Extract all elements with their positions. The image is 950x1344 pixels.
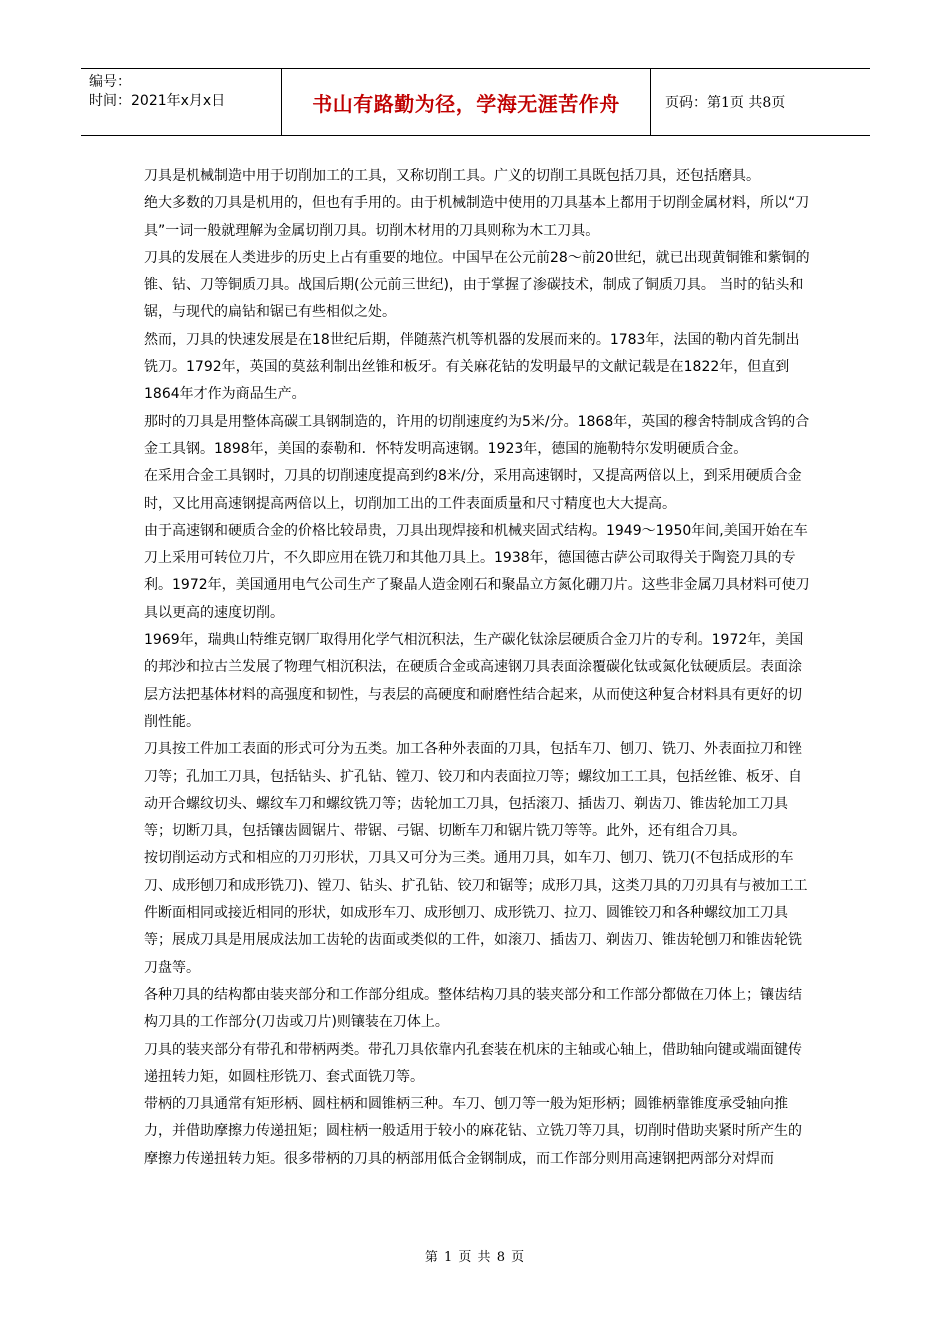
paragraph: 刀具按工件加工表面的形式可分为五类。加工各种外表面的刀具，包括车刀、刨刀、铣刀、外表面拉刀和锉刀等；孔加工刀具，包括钻头、扩孔钻、镗刀、铰刀和内表面拉刀等；螺纹加工工具，包括丝锥、板牙、自动开合螺纹切头、螺纹车刀和螺纹铣刀等；齿轮加工刀具，包括滚刀、插齿刀、剃齿刀、锥齿轮加工刀具等；切断刀具，包括镶齿圆锯片、带锯、弓锯、切断车刀和锯片铣刀等等。此外，还有组合刀具。 xyxy=(144,741,802,840)
header-meta xyxy=(81,69,282,135)
paragraph: 各种刀具的结构都由装夹部分和工作部分组成。整体结构刀具的装夹部分和工作部分都做在刀体上；镶齿结构刀具的工作部分(刀齿或刀片)则镶装在刀体上。 xyxy=(144,986,802,1031)
page-footer: 第 1 页 共 8 页 xyxy=(424,1250,526,1265)
header-motto: 书山有路勤为径，学海无涯苦作舟 xyxy=(282,69,651,135)
header-page-info: 页码：第1页 共8页 xyxy=(665,95,786,111)
paragraph: 按切削运动方式和相应的刀刃形状，刀具又可分为三类。通用刀具，如车刀、刨刀、铣刀(不包括成形的车刀、成形刨刀和成形铣刀)、镗刀、钻头、扩孔钻、铰刀和锯等；成形刀具，这类刀具的刀刃具有与被加工工件断面相同或接近相同的形状，如成形车刀、成形刨刀、成形铣刀、拉刀、圆锥铰刀和各种螺纹加工刀具等；展成刀具是用展成法加工齿轮的齿面或类似的工件，如滚刀、插齿刀、剃齿刀、锥齿轮刨刀和锥齿轮铣刀盘等。 xyxy=(144,850,808,976)
paragraph: 刀具的装夹部分有带孔和带柄两类。带孔刀具依靠内孔套装在机床的主轴或心轴上，借助轴向键或端面键传递扭转力矩，如圆柱形铣刀、套式面铣刀等。 xyxy=(144,1041,802,1085)
paragraph: 刀具是机械制造中用于切削加工的工具，又称切削工具。广义的切削工具既包括刀具，还包括磨具。 xyxy=(144,168,760,184)
paragraph: 然而，刀具的快速发展是在18世纪后期，伴随蒸汽机等机器的发展而来的。1783年，法国的勒内首先制出铣刀。1792年，英国的莫兹利制出丝锥和板牙。有关麻花钻的发明最早的文献记载是在1822年，但直到1864年才作为商品生产。 xyxy=(144,331,800,403)
paragraph: 刀具的发展在人类进步的历史上占有重要的地位。中国早在公元前28～前20世纪，就已出现黄铜锥和紫铜的锥、钻、刀等铜质刀具。战国后期(公元前三世纪)，由于掌握了渗碳技术，制成了铜质刀具。 当时的钻头和锯，与现代的扁钻和锯已有些相似之处。 xyxy=(144,249,810,321)
page-header xyxy=(81,68,870,136)
document-body xyxy=(144,163,812,1173)
paragraph: 带柄的刀具通常有矩形柄、圆柱柄和圆锥柄三种。车刀、刨刀等一般为矩形柄；圆锥柄靠锥度承受轴向推力，并借助摩擦力传递扭矩；圆柱柄一般适用于较小的麻花钻、立铣刀等刀具，切削时借助夹紧时所产生的摩擦力传递扭转力矩。很多带柄的刀具的柄部用低合金钢制成，而工作部分则用高速钢把两部分对焊而 xyxy=(144,1096,802,1167)
paragraph: 那时的刀具是用整体高碳工具钢制造的，许用的切削速度约为5米/分。1868年，英国的穆舍特制成含钨的合金工具钢。1898年，美国的泰勒和．怀特发明高速钢。1923年，德国的施勒特尔发明硬质合金。 xyxy=(144,413,810,457)
document-date: 时间：2021年x月x日 xyxy=(89,93,226,109)
document-number-label: 编号： xyxy=(89,74,131,90)
paragraph: 由于高速钢和硬质合金的价格比较昂贵，刀具出现焊接和机械夹固式结构。1949～1950年间,美国开始在车刀上采用可转位刀片，不久即应用在铣刀和其他刀具上。1938年，德国德古萨公司取得关于陶瓷刀具的专利。1972年，美国通用电气公司生产了聚晶人造金刚石和聚晶立方氮化硼刀片。这些非金属刀具材料可使刀具以更高的速度切削。 xyxy=(144,522,810,621)
paragraph: 在采用合金工具钢时，刀具的切削速度提高到约8米/分，采用高速钢时，又提高两倍以上，到采用硬质合金时，又比用高速钢提高两倍以上，切削加工出的工件表面质量和尺寸精度也大大提高。 xyxy=(144,468,802,512)
paragraph: 绝大多数的刀具是机用的，但也有手用的。由于机械制造中使用的刀具基本上都用于切削金属材料，所以“刀具”一词一般就理解为金属切削刀具。切削木材用的刀具则称为木工刀具。 xyxy=(144,195,810,239)
paragraph: 1969年，瑞典山特维克钢厂取得用化学气相沉积法，生产碳化钛涂层硬质合金刀片的专利。1972年，美国的邦沙和拉古兰发展了物理气相沉积法，在硬质合金或高速钢刀具表面涂覆碳化钛或氮化钛硬质层。表面涂层方法把基体材料的高强度和韧性，与表层的高硬度和耐磨性结合起来，从而使这种复合材料具有更好的切削性能。 xyxy=(144,632,804,730)
